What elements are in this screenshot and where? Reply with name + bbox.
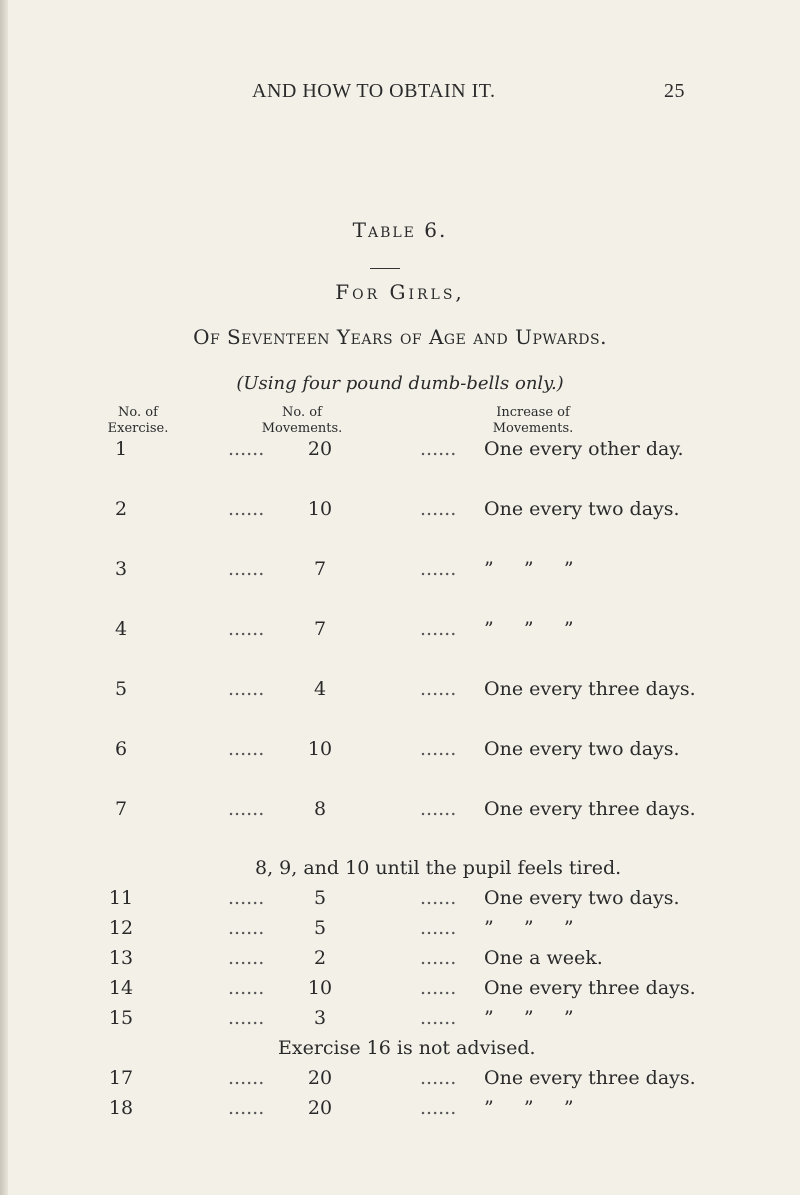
increase-text: One every three days.: [484, 678, 696, 700]
movements-count: 8: [313, 798, 327, 820]
table-row: [0, 1097, 800, 1127]
movements-count: 20: [307, 1097, 333, 1119]
movements-count: 3: [313, 1007, 327, 1029]
dot-leader: ......: [228, 947, 265, 969]
movements-count: 2: [313, 947, 327, 969]
table-row: [0, 947, 800, 977]
exercise-number: 17: [108, 1067, 134, 1089]
ditto-marks: ” ” ”: [484, 1097, 574, 1119]
dot-leader: ......: [420, 1067, 457, 1089]
exercise-number: 4: [114, 618, 128, 640]
ditto-marks: ” ” ”: [484, 558, 574, 580]
movements-count: 10: [307, 977, 333, 999]
exercises-8-10-note: 8, 9, and 10 until the pupil feels tired.: [255, 857, 622, 879]
movements-count: 5: [313, 917, 327, 939]
table-subtitle: For Girls,: [335, 280, 465, 304]
exercise-number: 6: [114, 738, 128, 760]
dot-leader: ......: [228, 558, 265, 580]
exercise-number: 11: [108, 887, 134, 909]
dot-leader: ......: [228, 1007, 265, 1029]
dot-leader: ......: [228, 1067, 265, 1089]
title-rule: [370, 268, 400, 269]
dot-leader: ......: [228, 798, 265, 820]
running-title: AND HOW TO OBTAIN IT.: [252, 80, 496, 102]
dot-leader: ......: [228, 438, 265, 460]
table-row: [0, 917, 800, 947]
dot-leader: ......: [420, 947, 457, 969]
exercise-number: 13: [108, 947, 134, 969]
dot-leader: ......: [420, 1097, 457, 1119]
table-row: [0, 977, 800, 1007]
exercise-number: 1: [114, 438, 128, 460]
table-row: [0, 738, 800, 768]
exercise-number: 7: [114, 798, 128, 820]
table-row: [0, 798, 800, 828]
dot-leader: ......: [228, 678, 265, 700]
table-row: [0, 1007, 800, 1037]
dot-leader: ......: [420, 977, 457, 999]
dot-leader: ......: [228, 917, 265, 939]
table-row: [0, 1067, 800, 1097]
table-row: [0, 558, 800, 588]
dot-leader: ......: [420, 887, 457, 909]
dot-leader: ......: [420, 438, 457, 460]
dot-leader: ......: [228, 618, 265, 640]
exercise-number: 15: [108, 1007, 134, 1029]
column-header-movements: No. of Movements.: [261, 405, 343, 436]
movements-count: 20: [307, 438, 333, 460]
running-head: [0, 80, 800, 110]
table-row: [0, 438, 800, 468]
dot-leader: ......: [228, 977, 265, 999]
increase-text: One every three days.: [484, 1067, 696, 1089]
exercise-16-note: Exercise 16 is not advised.: [278, 1037, 536, 1059]
movements-count: 10: [307, 498, 333, 520]
table-row: [0, 498, 800, 528]
column-header-exercise: No. of Exercise.: [107, 405, 169, 436]
dot-leader: ......: [420, 678, 457, 700]
increase-text: One a week.: [484, 947, 603, 969]
ditto-marks: ” ” ”: [484, 917, 574, 939]
exercise-number: 18: [108, 1097, 134, 1119]
exercise-number: 12: [108, 917, 134, 939]
increase-text: One every three days.: [484, 798, 696, 820]
increase-text: One every two days.: [484, 498, 680, 520]
page-number: 25: [664, 80, 685, 102]
dot-leader: ......: [420, 618, 457, 640]
table-row: [0, 887, 800, 917]
movements-count: 7: [313, 558, 327, 580]
movements-count: 7: [313, 618, 327, 640]
dot-leader: ......: [228, 498, 265, 520]
dot-leader: ......: [420, 917, 457, 939]
dot-leader: ......: [228, 887, 265, 909]
dot-leader: ......: [420, 558, 457, 580]
table-note: (Using four pound dumb-bells only.): [236, 373, 564, 394]
ditto-marks: ” ” ”: [484, 1007, 574, 1029]
table-subtitle-age: Of Seventeen Years of Age and Upwards.: [193, 325, 607, 349]
increase-text: One every two days.: [484, 738, 680, 760]
dot-leader: ......: [228, 1097, 265, 1119]
exercise-number: 2: [114, 498, 128, 520]
dot-leader: ......: [420, 738, 457, 760]
movements-count: 4: [313, 678, 327, 700]
ditto-marks: ” ” ”: [484, 618, 574, 640]
increase-text: One every two days.: [484, 887, 680, 909]
increase-text: One every other day.: [484, 438, 684, 460]
increase-text: One every three days.: [484, 977, 696, 999]
exercise-number: 5: [114, 678, 128, 700]
movements-count: 20: [307, 1067, 333, 1089]
dot-leader: ......: [420, 1007, 457, 1029]
exercise-number: 14: [108, 977, 134, 999]
column-header-increase: Increase of Movements.: [492, 405, 574, 436]
table-title: Table 6.: [352, 218, 448, 242]
exercise-number: 3: [114, 558, 128, 580]
dot-leader: ......: [420, 498, 457, 520]
dot-leader: ......: [228, 738, 265, 760]
movements-count: 10: [307, 738, 333, 760]
table-row: [0, 678, 800, 708]
dot-leader: ......: [420, 798, 457, 820]
movements-count: 5: [313, 887, 327, 909]
table-row: [0, 618, 800, 648]
